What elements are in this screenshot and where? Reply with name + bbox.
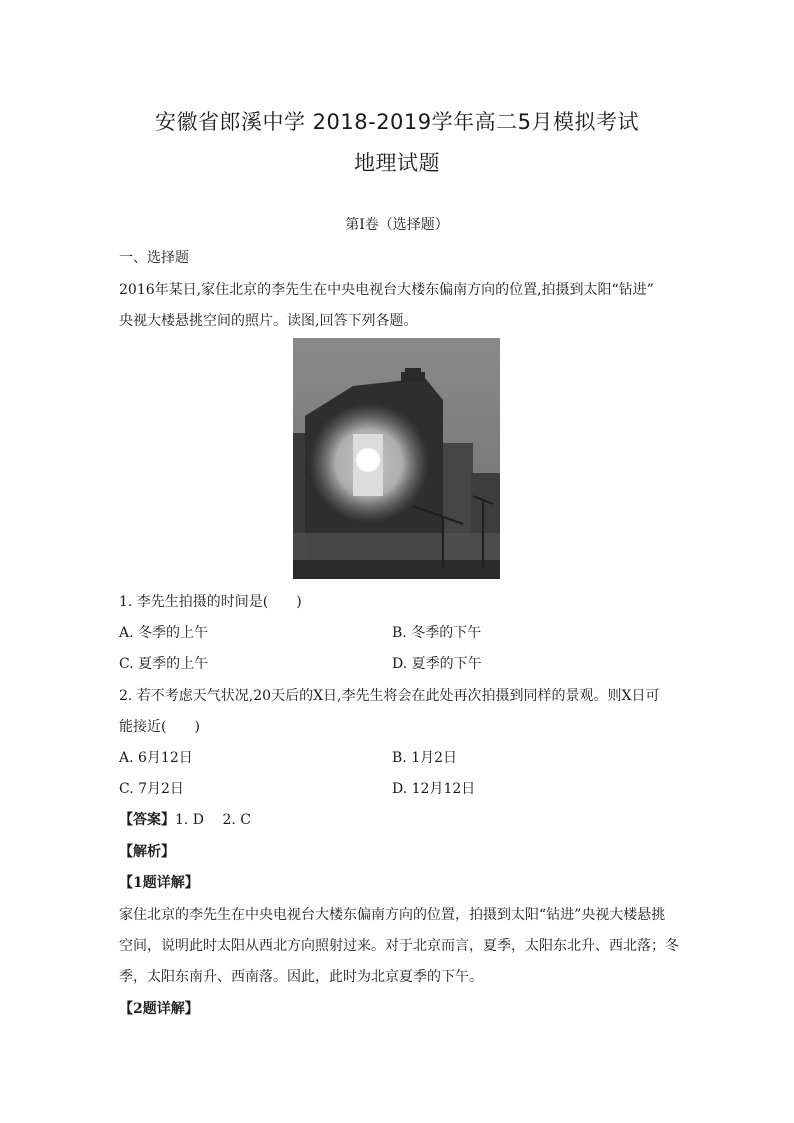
intro-line-1: 2016年某日,家住北京的李先生在中央电视台大楼东偏南方向的位置,拍摄到太阳“钻进” [119, 282, 654, 298]
answer-label: 【答案】 [119, 812, 175, 828]
q1-option-a: A. 冬季的上午 [119, 625, 209, 641]
q1-detail-line-2: 空间，说明此时太阳从西北方向照射过来。对于北京而言，夏季，太阳东北升、西北落；冬 [119, 938, 679, 954]
intro-line-2: 央视大楼悬挑空间的照片。读图,回答下列各题。 [119, 313, 418, 329]
q1-detail-label: 【1题详解】 [119, 875, 199, 891]
exam-subtitle: 地理试题 [354, 151, 440, 175]
q1-stem: 1. 李先生拍摄的时间是( ) [119, 594, 302, 610]
q1-option-c: C. 夏季的上午 [119, 656, 209, 672]
q1-detail-line-3: 季，太阳东南升、西南落。因此，此时为北京夏季的下午。 [119, 969, 483, 985]
q2-stem-line-2: 能接近( ) [119, 719, 200, 735]
q2-stem-line-1: 2. 若不考虑天气状况,20天后的X日,李先生将会在此处再次拍摄到同样的景观。则X日可 [119, 688, 660, 704]
exam-title: 安徽省郎溪中学 2018-2019学年高二5月模拟考试 [155, 110, 639, 134]
q1-detail-line-1: 家住北京的李先生在中央电视台大楼东偏南方向的位置，拍摄到太阳“钻进”央视大楼悬挑 [119, 907, 666, 923]
q2-option-a: A. 6月12日 [119, 750, 193, 766]
q2-detail-label: 【2题详解】 [119, 1001, 199, 1017]
q2-option-b: B. 1月2日 [392, 750, 458, 766]
q2-option-d: D. 12月12日 [392, 781, 476, 797]
q1-option-d: D. 夏季的下午 [392, 656, 482, 672]
volume-heading: 第Ⅰ卷（选择题） [345, 217, 449, 233]
cctv-sun-photo [293, 338, 500, 579]
q2-option-c: C. 7月2日 [119, 781, 184, 797]
analysis-label: 【解析】 [119, 844, 175, 860]
answer-line [119, 810, 251, 830]
part-heading: 一、选择题 [119, 250, 189, 266]
q1-option-b: B. 冬季的下午 [392, 625, 482, 641]
answer-text: 1. D 2. C [175, 812, 252, 828]
